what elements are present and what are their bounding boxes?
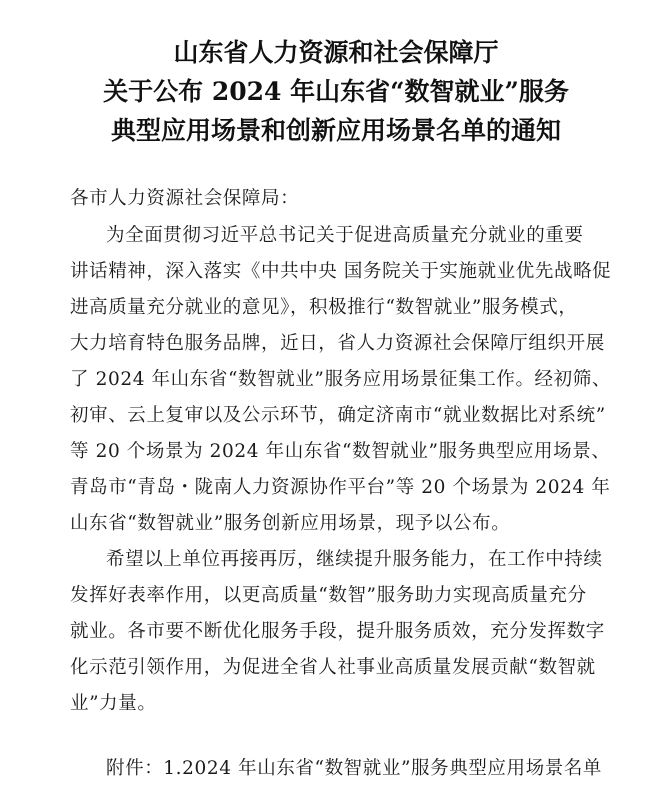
paragraph1-line: 等 20 个场景为 2024 年山东省“数智就业”服务典型应用场景、 — [70, 441, 611, 462]
paragraph2-line: 希望以上单位再接再厉，继续提升服务能力，在工作中持续 — [106, 549, 603, 570]
paragraph1-line: 进高质量充分就业的意见》，积极推行“数智就业”服务模式， — [70, 297, 578, 318]
document-title-line-1: 山东省人力资源和社会保障厅 — [173, 38, 499, 67]
paragraph1-line: 大力培育特色服务品牌，近日，省人力资源社会保障厅组织开展 — [70, 333, 605, 354]
paragraph1-line: 了 2024 年山东省“数智就业”服务应用场景征集工作。经初筛、 — [70, 369, 611, 390]
paragraph2-line: 就业。各市要不断优化服务手段，提升服务质效，充分发挥数字 — [70, 621, 605, 642]
paragraph1-line: 讲话精神，深入落实《中共中央 国务院关于实施就业优先战略促 — [70, 261, 612, 282]
document-title-line-3: 典型应用场景和创新应用场景名单的通知 — [110, 116, 561, 145]
paragraph1-line: 山东省“数智就业”服务创新应用场景，现予以公布。 — [70, 513, 511, 534]
document-title-line-2: 关于公布 2024 年山东省“数智就业”服务 — [103, 77, 569, 106]
paragraph2-line: 化示范引领作用，为促进全省人社事业高质量发展贡献“数智就 — [70, 657, 596, 678]
paragraph2-line: 发挥好表率作用，以更高质量“数智”服务助力实现高质量充分 — [70, 585, 587, 606]
attachment-line: 附件：1.2024 年山东省“数智就业”服务典型应用场景名单 — [106, 758, 603, 779]
paragraph2-line: 业”力量。 — [70, 693, 157, 714]
paragraph1-line: 青岛市“青岛・陇南人力资源协作平台”等 20 个场景为 2024 年 — [70, 477, 611, 498]
paragraph1-line: 初审、云上复审以及公示环节，确定济南市“就业数据比对系统” — [70, 405, 606, 426]
salutation: 各市人力资源社会保障局： — [70, 188, 300, 209]
paragraph1-line: 为全面贯彻习近平总书记关于促进高质量充分就业的重要 — [106, 225, 584, 246]
